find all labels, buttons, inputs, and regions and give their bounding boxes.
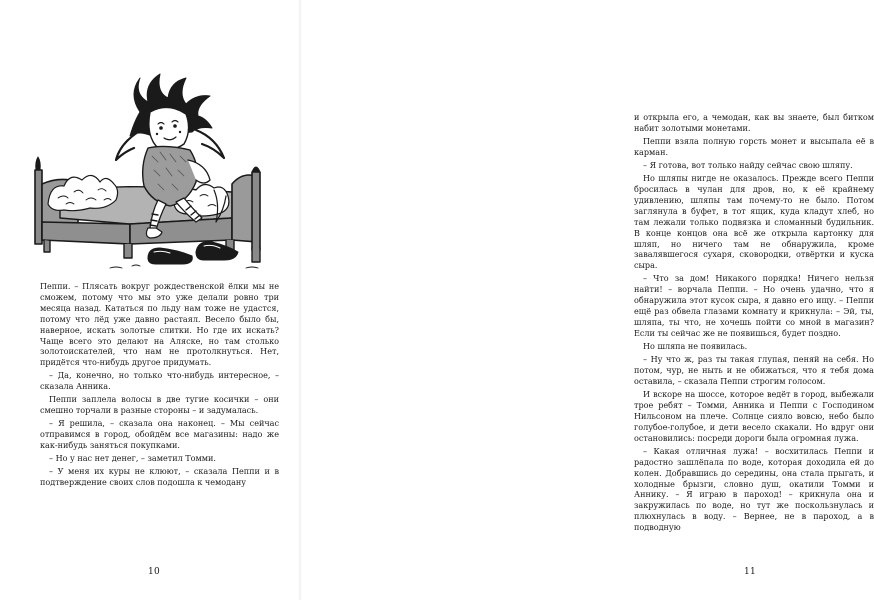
paragraph: Но шляпа не появилась. <box>643 341 748 352</box>
paragraph: И вскоре на шоссе, которое ведёт в город, выбежали трое ребят – Томми, Анника и Пеппи с Господином Нильсоном на плече. Солнце сияло вовсю, небо было голубое-голубое, и дети весело скакали. Но вдруг они остановились: посреди дороги была огромная лужа. <box>634 389 874 443</box>
left-page <box>0 0 300 600</box>
paragraph: – У меня их куры не клюют, – сказала Пеппи и в подтверждение своих слов подошла к чемодану <box>40 466 279 488</box>
paragraph: Пеппи. – Плясать вокруг рождественской ёлки мы не сможем, потому что мы это уже делали ровно три месяца назад. Кататься по льду нам тоже не удастся, потому что лёд уже давно растаял. Весело было бы, наверное, искать золотые слитки. Но где их искать? Чаще всего это делают на Аляске, но там столько золотоискателей, что нам не протолкнуться. Нет, придётся что-нибудь другое придумать. <box>40 281 279 368</box>
paragraph: Пеппи заплела волосы в две тугие косички – они смешно торчали в разные стороны – и задумалась. <box>40 394 279 416</box>
paragraph: и открыла его, а чемодан, как вы знаете, был битком набит золотыми монетами. <box>634 112 874 133</box>
paragraph: – Я готова, вот только найду сейчас свою шляпу. <box>643 160 853 170</box>
paragraph: – Какая отличная лужа! – восхитилась Пеппи и радостно зашлёпала по воде, которая доходила ей до колен. Добравшись до середины, она стала прыгать, и холодные брызги, словно душ, окатили Томми и Аннику. – Я играю в пароход! – крикнула она и закружилась по воде, но тут же поскользнулась и плюхнулась в воду. – Вернее, не в пароход, а в подводную <box>634 445 874 533</box>
paragraph: – Но у нас нет денег, – заметил Томми. <box>49 453 216 464</box>
paragraph: – Я решила, – сказала она наконец. – Мы сейчас отправимся в город, обойдём все магазины: надо же как-нибудь заняться покупками. <box>40 418 279 451</box>
paragraph: – Ну что ж, раз ты такая глупая, пеняй на себя. Но потом, чур, не ныть и не обижаться, что я тебя дома оставила, – сказала Пеппи строгим голосом. <box>634 354 874 386</box>
paragraph: Но шляпы нигде не оказалось. Прежде всего Пеппи бросилась в чулан для дров, но, к её крайнему удивлению, шляпы там почему-то не было. Потом заглянула в буфет, в тот ящик, куда кладут хлеб, но там лежали только подвязка и сломанный будильник. В конце концов она всё же открыла картонку для шляп, но ничего там не обнаружила, кроме завалявшегося сухаря, сковородки, отвёртки и куска сыра. <box>634 173 874 271</box>
paragraph: – Что за дом! Никакого порядка! Ничего нельзя найти! – ворчала Пеппи. – Но очень удачно, что я обнаружила этот кусок сыра, я давно его ищу. – Пеппи ещё раз обвела глазами комнату и крикнула: – Эй, ты, шляпа, ты что, не хочешь пойти со мной в магазин? Если ты сейчас же не появишься, будет поздно. <box>634 273 874 338</box>
paragraph: – Да, конечно, но только что-нибудь интересное, – сказала Анника. <box>40 370 279 392</box>
page-number: 11 <box>744 567 757 577</box>
right-page-text <box>634 112 874 533</box>
page-number: 10 <box>148 567 161 577</box>
left-page-text <box>40 281 279 488</box>
illustration-pippi-on-bed <box>20 72 282 272</box>
paragraph: Пеппи взяла полную горсть монет и высыпала её в карман. <box>634 136 874 157</box>
right-page <box>300 0 874 600</box>
